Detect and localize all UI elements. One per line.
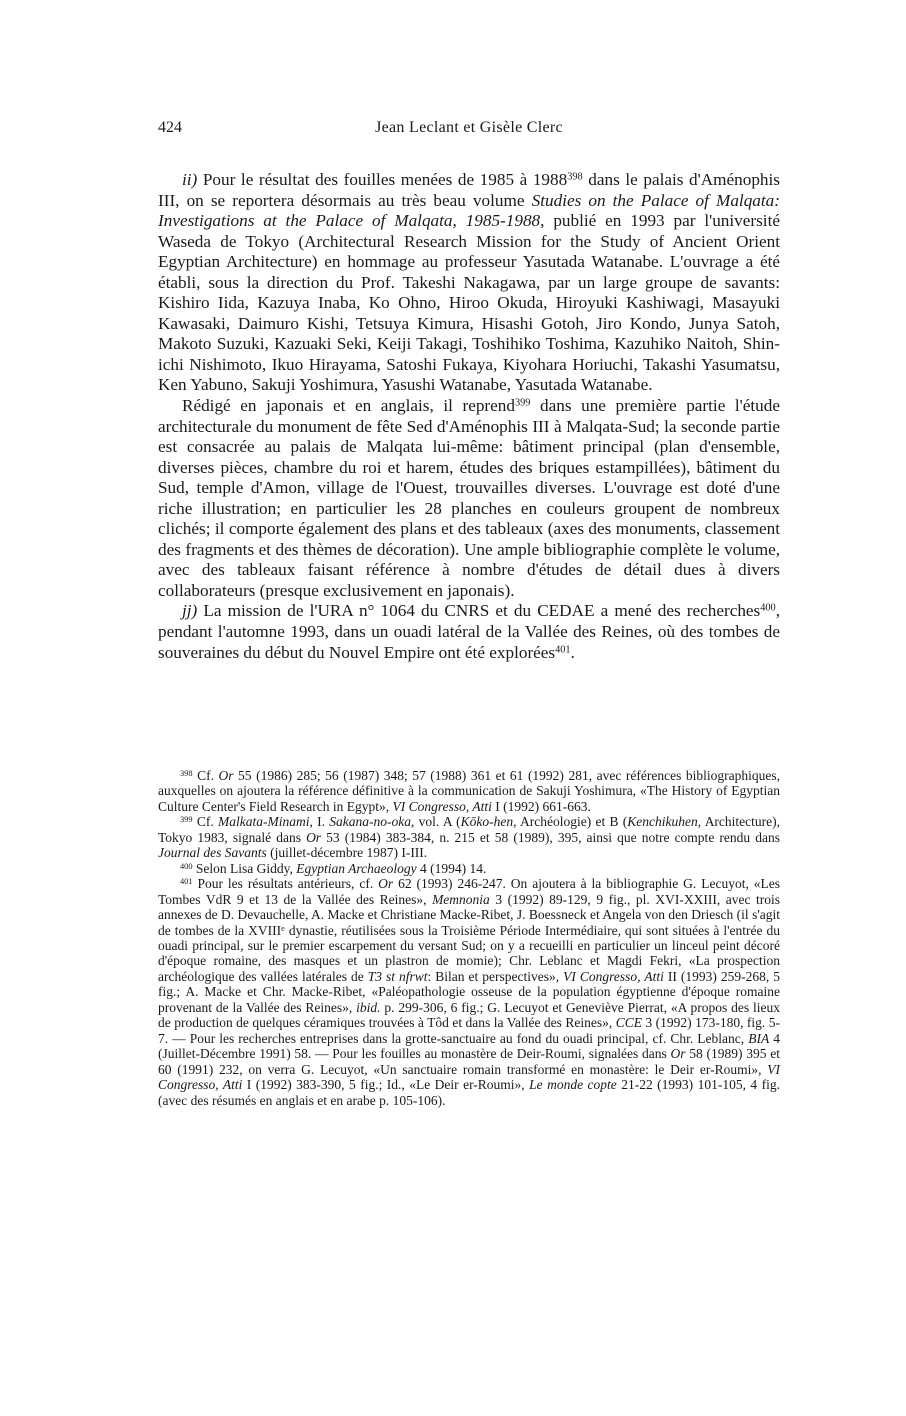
- note-text: II (1993) 259-268, 5 fig.; A. Macke et Chr. Macke-Ribet, «Paléopathologie osseuse de la population égyptienne d'époque romaine provenant de la Vallée des Reines»,: [158, 968, 780, 1015]
- note-citation: Memnonia: [432, 891, 490, 907]
- paragraph-label: ii): [182, 170, 198, 189]
- note-citation: VI Congresso, Atti: [563, 968, 664, 984]
- note-citation: T3 st nfrwt: [367, 968, 428, 984]
- footnote-ref-398[interactable]: 398: [567, 171, 583, 183]
- text-run: , pendant l'automne 1993, dans un ouadi latéral de la Vallée des Reines, où des tombes de souveraines du début du Nouvel Empire ont été explorées: [158, 601, 780, 662]
- note-text: (juillet-décembre 1987) I-III.: [266, 845, 428, 861]
- footnote-number: 399: [180, 815, 193, 825]
- note-text: I (1992) 661-663.: [491, 798, 591, 814]
- paragraph-ii: [158, 170, 780, 396]
- note-citation: ibid.: [356, 999, 381, 1015]
- note-text: 55 (1986) 285; 56 (1987) 348; 57 (1988) 361 et 61 (1992) 281, avec références bibliographiques, auxquelles on ajoutera la référence définitive à la communication de Sakuji Yoshimura, «The History of Egyptian Culture Center's Field Research in Egypt»,: [158, 768, 780, 814]
- paragraph-jj: [158, 601, 780, 663]
- paragraph-label: jj): [182, 601, 198, 621]
- note-text: Selon Lisa Giddy,: [192, 860, 297, 876]
- footnote-ref-399[interactable]: 399: [514, 397, 531, 409]
- note-citation: Or: [306, 829, 322, 845]
- note-citation: Le monde copte: [529, 1077, 617, 1093]
- note-text: , Archéologie) et B (: [513, 814, 628, 830]
- note-text: 3 (1992) 89-129, 9 fig., pl. XVI-XXIII, avec trois annexes de D. Devauchelle, A. Macke et Christiane Macke-Ribet, J. Boessneck et Angela von den Driesch (il s'agit de tombes de la XVIII: [158, 891, 781, 938]
- footnotes: [158, 768, 780, 1108]
- book-title: Studies on the Palace of Malqata: Investigations at the Palace of Malqata, 1985-1988: [158, 190, 780, 231]
- note-text: , vol. A (: [411, 814, 461, 830]
- text-run: .: [570, 642, 575, 662]
- note-text: Cf.: [192, 814, 218, 830]
- note-citation: Egyptian Archaeology: [296, 860, 417, 876]
- note-citation: VI Congresso, Atti: [392, 798, 492, 814]
- note-text: p. 299-306, 6 fig.; G. Lecuyot et Geneviève Pierrat, «A propos des lieux de production de quelques céramiques trouvées à Tôd et dans la Vallée des Reines»,: [158, 999, 780, 1031]
- footnote-398: [158, 768, 780, 814]
- note-text: : Bilan et perspectives»,: [427, 968, 564, 984]
- footnote-number: 398: [180, 768, 193, 778]
- ordinal-superscript: e: [281, 923, 285, 933]
- footnote-ref-400[interactable]: 400: [760, 602, 776, 614]
- text-run: Rédigé en japonais et en anglais, il reprend: [182, 396, 515, 416]
- note-citation: Or: [670, 1046, 686, 1062]
- footnote-number: 401: [180, 877, 193, 886]
- note-citation: Kenchikuhen: [627, 814, 698, 830]
- note-citation: VI Congresso, Atti: [158, 1061, 780, 1093]
- note-text: Pour les résultats antérieurs, cf.: [192, 876, 379, 892]
- page-number: 424: [158, 119, 182, 136]
- footnote-number: 400: [180, 861, 193, 871]
- text-run: , publié en 1993 par l'université Waseda de Tokyo (Architectural Research Mission for the Study of Ancient Orient Egyptian Architecture) en hommage au professeur Yasutada Watanabe. L'ouvrage a été établi, sous la direction du Prof. Takeshi Nakagawa, par un large groupe de savants: Kishiro Iida, Kazuya Inaba, Ko Ohno, Hiroo Okuda, Hiroyuki Kashiwagi, Masayuki Kawasaki, Daimuro Kishi, Tetsuya Kimura, Hisashi Gotoh, Jiro Kondo, Junya Satoh, Makoto Suzuki, Kazuaki Seki, Keiji Takagi, Toshihiko Toshima, Kazuhiko Naitoh, Shin-ichi Nishimoto, Ikuo Hirayama, Satoshi Fukaya, Kiyohara Horiuchi, Takashi Yasumatsu, Ken Yabuno, Sakuji Yoshimura, Yasushi Watanabe, Yasutada Watanabe.: [158, 211, 780, 395]
- note-citation: Kōko-hen: [460, 814, 514, 830]
- note-text: Cf.: [192, 768, 219, 783]
- note-text: 4 (1994) 14.: [416, 860, 487, 876]
- note-citation: Malkata-Minami: [217, 814, 310, 830]
- note-text: 3 (1992) 173-180, fig. 5-7. — Pour les recherches entreprises dans la grotte-sanctuaire au fond du ouadi principal, cf. Chr. Leblanc,: [158, 1015, 780, 1046]
- footnote-ref-401[interactable]: 401: [555, 643, 571, 655]
- note-text: 21-22 (1993) 101-105, 4 fig. (avec des résumés en anglais et en arabe p. 105-106).: [158, 1077, 781, 1108]
- running-head: [158, 119, 780, 143]
- note-citation: Sakana-no-oka: [329, 814, 412, 830]
- note-text: , Architecture), Tokyo 1983, signalé dans: [158, 814, 781, 845]
- paragraph-redige: [158, 396, 780, 601]
- note-text: 4 (Juillet-Décembre 1991) 58. — Pour les fouilles au monastère de Deir-Roumi, signalées dans: [158, 1030, 780, 1062]
- note-citation: CCE: [615, 1015, 642, 1031]
- note-citation: Journal des Savants: [158, 845, 267, 861]
- note-citation: Or: [378, 876, 394, 892]
- text-run: dans une première partie l'étude architecturale du monument de fête Sed d'Aménophis III à Malqata-Sud; la seconde partie est consacrée au palais de Malqata lui-même: bâtiment principal (plan d'ensemble, diverses pièces, chambre du roi et harem, études des briques estampillées), bâtiment du Sud, temple d'Amon, village de l'Ouest, trouvailles diverses. L'ouvrage est doté d'une riche illustration; en particulier les 28 planches en couleurs groupent de nombreux clichés; il comporte également des plans et des tableaux (axes des monuments, classement des fragments et des thèmes de décoration). Une ample bibliographie complète le volume, avec des tableaux faisant référence à nombre d'études de détail dues à divers collaborateurs (presque exclusivement en japonais).: [158, 396, 781, 600]
- note-text: 58 (1989) 395 et 60 (1991) 232, on verra G. Lecuyot, «Un sanctuaire romain transformé en monastère: le Deir er-Roumi»,: [158, 1046, 781, 1077]
- note-text: 53 (1984) 383-384, n. 215 et 58 (1989), 395, ainsi que notre compte rendu dans: [321, 829, 780, 845]
- text-run: La mission de l'URA n° 1064 du CNRS et du CEDAE a mené des recherches: [197, 601, 761, 621]
- note-citation: Or: [218, 768, 234, 783]
- footnote-400: [158, 861, 780, 876]
- main-text: [158, 170, 780, 663]
- note-text: I (1992) 383-390, 5 fig.; Id., «Le Deir er-Roumi»,: [242, 1077, 530, 1093]
- note-citation: BIA: [748, 1030, 770, 1046]
- note-text: , I.: [309, 814, 330, 830]
- running-title: Jean Leclant et Gisèle Clerc: [375, 119, 563, 136]
- note-text: 62 (1993) 246-247. On ajoutera à la bibliographie G. Lecuyot, «Les Tombes VdR 9 et 13 de la Vallée des Reines»,: [158, 876, 781, 907]
- footnote-401: [158, 876, 780, 1108]
- text-run: dans le palais d'Aménophis III, on se reportera désormais au très beau volume: [158, 170, 780, 210]
- text-run: Pour le résultat des fouilles menées de 1985 à 1988: [197, 170, 568, 189]
- note-text: dynastie, réutilisées sous la Troisième Période Intermédiaire, qui sont situées à l'entrée du ouadi principal, sur le premier escarpement du versant Sud; on y a recueilli en particulier un linceul peint décoré d'époque romaine, des masques et un plastron de momie); Chr. Leblanc et Magdi Fekri, «La prospection archéologique des vallées latérales de: [158, 922, 780, 984]
- footnote-399: [158, 814, 780, 860]
